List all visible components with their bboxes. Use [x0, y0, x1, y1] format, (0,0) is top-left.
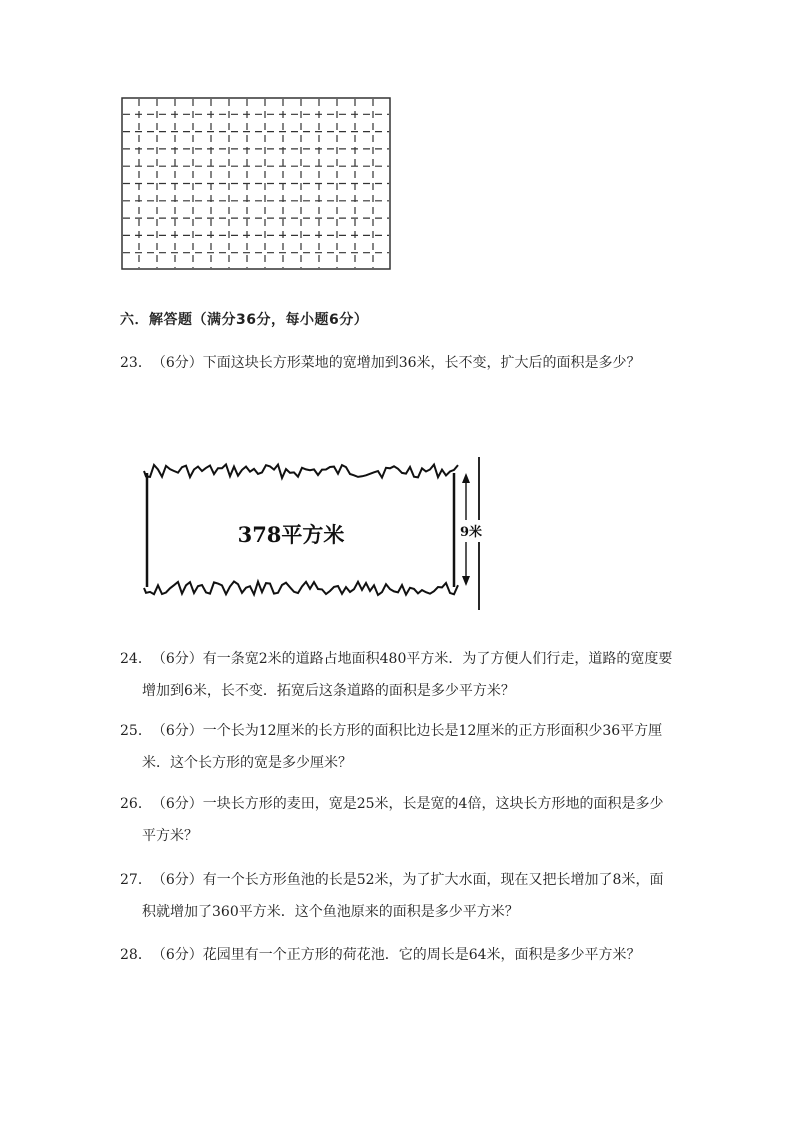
- arrow-up-icon: [462, 473, 470, 483]
- question-text-continued: 积就增加了360平方米．这个鱼池原来的面积是多少平方米？: [142, 904, 519, 920]
- question-number: 28．: [120, 947, 152, 963]
- question-number: 24．: [120, 651, 152, 667]
- question-24: [120, 643, 680, 707]
- width-label: 9米: [459, 525, 483, 540]
- grass-top-edge: [144, 464, 458, 478]
- question-text: （6分）下面这块长方形菜地的宽增加到36米，长不变，扩大后的面积是多少？: [151, 355, 641, 371]
- question-text-continued: 增加到6米，长不变．拓宽后这条道路的面积是多少平方米？: [142, 683, 515, 699]
- question-28: [120, 939, 680, 971]
- vegetable-field-figure: [138, 455, 498, 613]
- question-number: 27．: [120, 872, 152, 888]
- dashed-grid: [121, 97, 391, 270]
- question-text: （6分）有一条宽2米的道路占地面积480平方米．为了方便人们行走，道路的宽度要: [151, 651, 673, 667]
- question-number: 26．: [120, 796, 152, 812]
- question-27: [120, 864, 680, 928]
- question-26: [120, 788, 680, 852]
- question-number: 25．: [120, 723, 152, 739]
- question-25: [120, 715, 680, 779]
- question-text: （6分）花园里有一个正方形的荷花池．它的周长是64米，面积是多少平方米？: [151, 947, 641, 963]
- question-text: （6分）一个长为12厘米的长方形的面积比边长是12厘米的正方形面积少36平方厘: [151, 723, 663, 739]
- question-text: （6分）有一个长方形鱼池的长是52米，为了扩大水面，现在又把长增加了8米，面: [151, 872, 664, 888]
- question-text-continued: 米．这个长方形的宽是多少厘米？: [142, 755, 352, 771]
- grass-bottom-edge: [144, 582, 458, 596]
- question-text-continued: 平方米？: [142, 828, 198, 844]
- question-23: [120, 347, 680, 379]
- area-label: 378平方米: [237, 522, 345, 547]
- grid-figure: [121, 97, 391, 270]
- arrow-down-icon: [462, 576, 470, 586]
- section-title: 六．解答题（满分36分，每小题6分）: [120, 312, 369, 328]
- question-number: 23．: [120, 355, 152, 371]
- field-svg: [138, 455, 498, 613]
- question-text: （6分）一块长方形的麦田，宽是25米，长是宽的4倍，这块长方形地的面积是多少: [151, 796, 664, 812]
